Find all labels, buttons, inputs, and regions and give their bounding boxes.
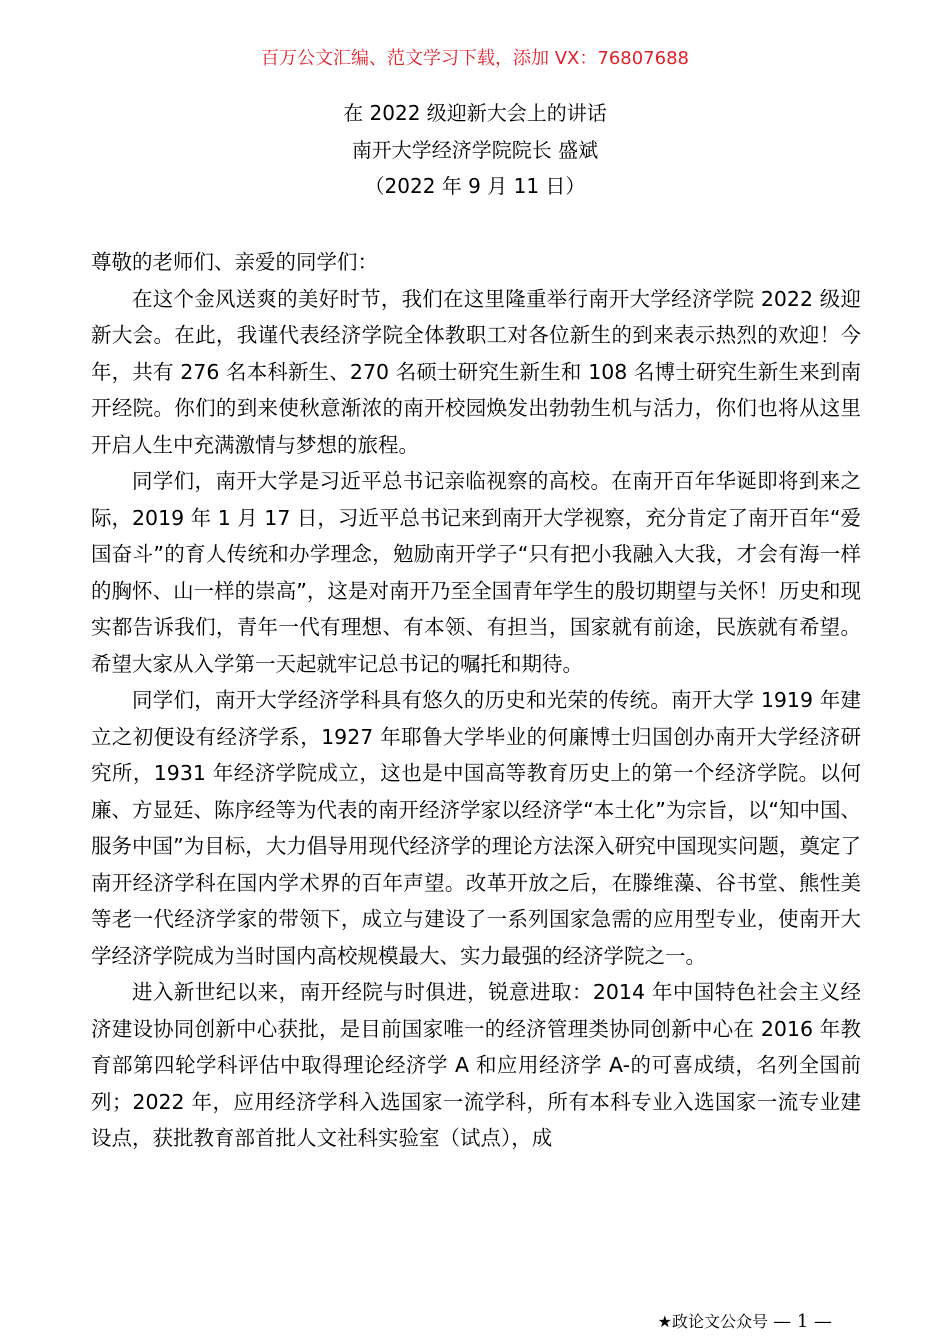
page-footer: [658, 1310, 832, 1334]
speech-title: 在 2022 级迎新大会上的讲话: [343, 101, 607, 125]
footer-source: ★政论文公众号: [657, 1312, 768, 1331]
paragraph: 在这个金风送爽的美好时节，我们在这里隆重举行南开大学经济学院 2022 级迎新大会。在此，我谨代表经济学院全体教职工对各位新生的到来表示热烈的欢迎！今年，共有 276 名本科新生、270 名硕士研究生新生和 108 名博士研究生新生来到南开经院。你们的到来使秋意渐浓的南开校园焕发出勃勃生机与活力，你们也将从这里开启人生中充满激情与梦想的旅程。: [91, 286, 861, 457]
speech-body: [91, 244, 861, 1157]
speech-author: 南开大学经济学院院长 盛斌: [351, 138, 599, 162]
paragraph: 同学们，南开大学是习近平总书记亲临视察的高校。在南开百年华诞即将到来之际，2019 年 1 月 17 日，习近平总书记来到南开大学视察，充分肯定了南开百年“爱国奋斗”的育人传统和办学理念，勉励南开学子“只有把小我融入大我，才会有海一样的胸怀、山一样的崇高”，这是对南开乃至全国青年学生的殷切期望与关怀！历史和现实都告诉我们，青年一代有理想、有本领、有担当，国家就有前途，民族就有希望。希望大家从入学第一天起就牢记总书记的嘱托和期待。: [91, 469, 861, 676]
paragraph: 进入新世纪以来，南开经院与时俱进，锐意进取：2014 年中国特色社会主义经济建设协同创新中心获批，是目前国家唯一的经济管理类协同创新中心在 2016 年教育部第四轮学科评估中取得理论经济学 A 和应用经济学 A-的可喜成绩，名列全国前列；2022 年，应用经济学科入选国家一流学科，所有本科专业入选国家一流专业建设点，获批教育部首批人文社科实验室（试点），成: [91, 980, 861, 1150]
salutation: 尊敬的老师们、亲爱的同学们：: [91, 250, 378, 274]
page-number: — 1 —: [773, 1311, 832, 1332]
watermark-banner: 百万公文汇编、范文学习下载，添加 VX：76807688: [261, 48, 689, 69]
paragraph: 同学们，南开大学经济学科具有悠久的历史和光荣的传统。南开大学 1919 年建立之初便设有经济学系，1927 年耶鲁大学毕业的何廉博士归国创办南开大学经济研究所，1931 年经济学院成立，这也是中国高等教育历史上的第一个经济学院。以何廉、方显廷、陈序经等为代表的南开经济学家以经济学“本土化”为宗旨，以“知中国、服务中国”为目标，大力倡导用现代经济学的理论方法深入研究中国现实问题，奠定了南开经济学科在国内学术界的百年声望。改革开放之后，在滕维藻、谷书堂、熊性美等老一代经济学家的带领下，成立与建设了一系列国家急需的应用型专业，使南开大学经济学院成为当时国内高校规模最大、实力最强的经济学院之一。: [91, 688, 861, 968]
speech-date: （2022 年 9 月 11 日）: [364, 174, 586, 198]
